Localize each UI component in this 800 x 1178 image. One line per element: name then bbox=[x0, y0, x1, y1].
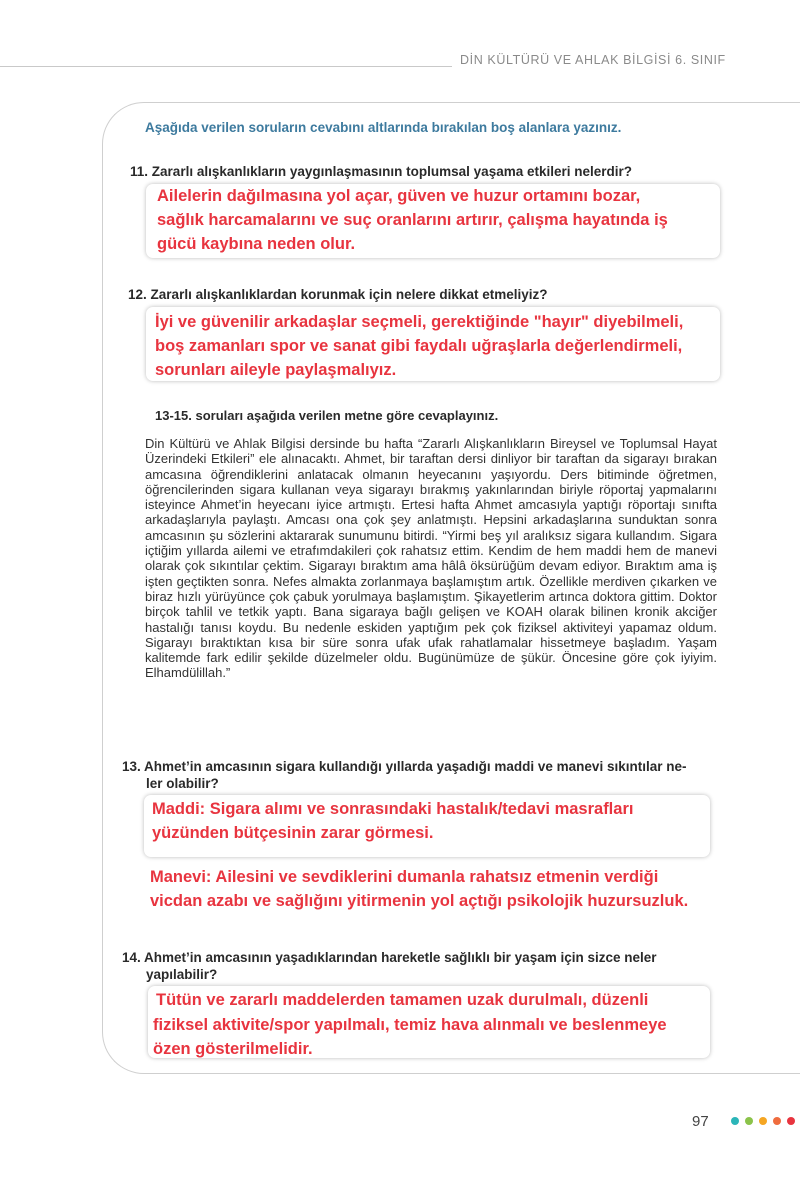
answer-11-line-3: gücü kaybına neden olur. bbox=[157, 235, 356, 253]
dot-2 bbox=[745, 1117, 753, 1125]
question-14 bbox=[122, 949, 720, 983]
answer-13-manevi-line-1: Manevi: Ailesini ve sevdiklerini dumanla rahatsız etmenin verdiği bbox=[150, 868, 659, 886]
answer-13-maddi-line-1: Maddi: Sigara alımı ve sonrasındaki hastalık/tedavi masrafları bbox=[152, 800, 634, 818]
question-text-line-2: yapılabilir? bbox=[146, 967, 218, 982]
question-number: 14. bbox=[122, 950, 141, 965]
answer-11-line-2: sağlık harcamalarını ve suç oranlarını artırır, çalışma hayatında iş bbox=[157, 211, 668, 229]
dot-5 bbox=[787, 1117, 795, 1125]
dot-1 bbox=[731, 1117, 739, 1125]
question-text-line-2: ler olabilir? bbox=[146, 776, 219, 791]
question-12 bbox=[128, 286, 547, 303]
question-13 bbox=[122, 758, 720, 792]
answer-12-line-2: boş zamanları spor ve sanat gibi faydalı uğraşlarla değerlendirmeli, bbox=[155, 337, 683, 355]
header-title: DİN KÜLTÜRÜ VE AHLAK BİLGİSİ 6. SINIF bbox=[460, 53, 726, 67]
answer-13-maddi-line-2: yüzünden bütçesinin zarar görmesi. bbox=[152, 824, 434, 842]
question-text: Zararlı alışkanlıklardan korunmak için nelere dikkat etmeliyiz? bbox=[150, 287, 548, 302]
answer-12-line-3: sorunları aileyle paylaşmalıyız. bbox=[155, 361, 397, 379]
question-text-line-1: Ahmet’in amcasının yaşadıklarından hareketle sağlıklı bir yaşam için sizce neler bbox=[144, 950, 657, 965]
dot-4 bbox=[773, 1117, 781, 1125]
header-divider bbox=[0, 66, 452, 67]
answer-12-line-1: İyi ve güvenilir arkadaşlar seçmeli, gerektiğinde "hayır" diyebilmeli, bbox=[155, 313, 684, 331]
answer-11-line-1: Ailelerin dağılmasına yol açar, güven ve huzur ortamını bozar, bbox=[157, 187, 641, 205]
question-text-line-1: Ahmet’in amcasının sigara kullandığı yıllarda yaşadığı maddi ve manevi sıkıntılar ne- bbox=[144, 759, 687, 774]
question-number: 12. bbox=[128, 287, 147, 302]
answer-13-manevi-line-2: vicdan azabı ve sağlığını yitirmenin yol açtığı psikolojik huzursuzluk. bbox=[150, 892, 689, 910]
passage-text: Din Kültürü ve Ahlak Bilgisi dersinde bu hafta “Zararlı Alışkanlıkların Bireysel ve Toplumsal Hayat Üzerindeki Etkileri” ele alınacaktı. Ahmet, bir taraftan dersi dinliyor bir taraftan da sigarayı bırakan amcasına öğrendiklerini anlatacak olmanın heyecanını yaşıyordu. Ders bitiminde öğretmen, öğrencilerinden sigara kullanan veya sigarayı bırakmış yakınlarından biriyle röportaj yapmalarını isteyince Ahmet’in heyecanı iyice artmıştı. Ertesi hafta Ahmet amcasıyla yaptığı röportajı sınıfta arkadaşlarıyla paylaştı. Amcası ona çok şey anlatmıştı. Hepsini arkadaşlarına sunduktan sonra amcasının şu sözlerini aktararak sunumunu bitirdi. “Yirmi beş yıl aralıksız sigara kullandım. Sigara içtiğim yıllarda ailemi ve etrafımdakileri çok rahatsız ettim. Kendim de hem maddi hem de manevi olarak çok sıkıntılar çektim. Sigarayı bıraktım ama hâlâ öksürüğüm devam ediyor. Bıraktım ama iş işten geçtikten sonra. Nefes almakta zorlanmaya başlamıştım artık. Özellikle merdiven çıkarken ve biraz hızlı yürüyünce çok çabuk yorulmaya başlamıştım. Şikayetlerim artınca doktora gittim. Doktor birçok tahlil ve tetkik yaptı. Bana sigaraya bağlı gelişen ve KOAH olarak bilinen kronik akciğer hastalığı tanısı koydu. Bu nedenle eskiden yaptığım pek çok fiziksel aktiviteyi yapamaz oldum. Sigarayı bıraktıktan kısa bir süre sonra ufak ufak rahatlamalar hissetmeye başladım. Yaşam kalitemde fark edilir şekilde düzelmeler oldu. Bugünümüze de şükür. Öncesine göre çok iyiyim. Elhamdülillah.” bbox=[145, 436, 717, 681]
passage-intro: 13-15. soruları aşağıda verilen metne göre cevaplayınız. bbox=[155, 408, 499, 423]
question-number: 13. bbox=[122, 759, 141, 774]
question-text: Zararlı alışkanlıkların yaygınlaşmasının toplumsal yaşama etkileri nelerdir? bbox=[151, 164, 633, 179]
question-11 bbox=[130, 163, 632, 180]
question-number: 11. bbox=[130, 164, 149, 179]
dot-3 bbox=[759, 1117, 767, 1125]
instruction-text: Aşağıda verilen soruların cevabını altlarında bırakılan boş alanlara yazınız. bbox=[145, 120, 622, 135]
answer-14-line-3: özen gösterilmelidir. bbox=[153, 1040, 313, 1058]
answer-14-line-1: Tütün ve zararlı maddelerden tamamen uzak durulmalı, düzenli bbox=[156, 991, 649, 1009]
answer-14-line-2: fiziksel aktivite/spor yapılmalı, temiz hava alınmalı ve beslenmeye bbox=[153, 1016, 667, 1034]
page-number: 97 bbox=[692, 1113, 709, 1130]
decorative-dots bbox=[731, 1117, 795, 1125]
